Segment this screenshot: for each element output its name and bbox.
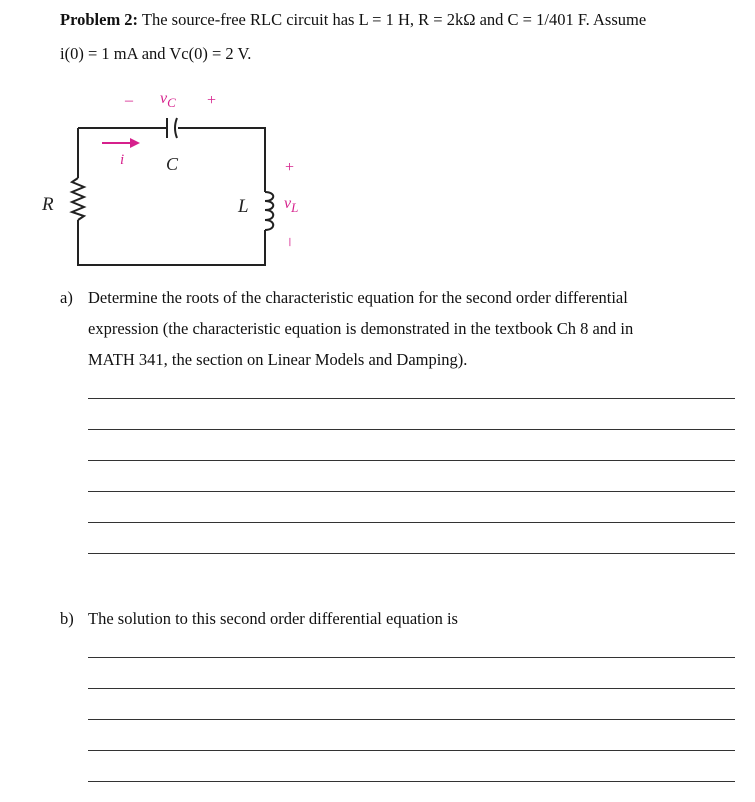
rlc-circuit-diagram (30, 80, 360, 280)
current-arrow (102, 138, 140, 148)
part-b-marker: b) (60, 609, 74, 628)
vl-label (284, 195, 298, 215)
vc-label-sub: C (167, 95, 176, 110)
vl-label-sub: L (291, 200, 299, 215)
answer-line-b-2[interactable] (88, 688, 735, 689)
vl-minus-sign (282, 237, 299, 247)
capacitor-label: C (166, 154, 179, 174)
capacitor-symbol (167, 118, 177, 138)
answer-line-a-6[interactable] (88, 553, 735, 554)
part-a-line-1: Determine the roots of the characteristic equation for the second order differential (88, 288, 628, 307)
answer-line-a-2[interactable] (88, 429, 735, 430)
answer-line-b-4[interactable] (88, 750, 735, 751)
answer-line-a-3[interactable] (88, 460, 735, 461)
resistor-label: R (42, 194, 54, 215)
part-b-line-1: The solution to this second order differential equation is (88, 609, 458, 628)
answer-line-b-5[interactable] (88, 781, 735, 782)
problem-label: Problem 2: (60, 10, 139, 29)
part-a-line-3: MATH 341, the section on Linear Models and Damping). (88, 350, 468, 369)
answer-line-b-1[interactable] (88, 657, 735, 658)
vl-minus-text: – (282, 238, 299, 246)
vl-plus-sign: + (285, 159, 295, 176)
circuit-wire-top-right (178, 128, 265, 192)
problem-text: The source-free RLC circuit has L = 1 H, R = 2kΩ and C = 1/401 F. Assume (141, 10, 647, 29)
vc-plus-sign: + (207, 92, 217, 109)
vc-label (160, 90, 176, 110)
inductor-label: L (238, 196, 249, 217)
circuit-wire-left (78, 128, 265, 265)
part-a-marker: a) (60, 288, 73, 307)
answer-line-a-1[interactable] (88, 398, 735, 399)
problem-statement-line-1 (60, 10, 646, 30)
resistor-symbol (72, 178, 84, 220)
vc-minus-sign: – (125, 92, 133, 109)
vl-label-main: v (284, 195, 292, 212)
answer-line-a-5[interactable] (88, 522, 735, 523)
current-label: i (120, 152, 125, 168)
answer-line-b-3[interactable] (88, 719, 735, 720)
inductor-symbol (265, 192, 273, 230)
vc-label-main: v (160, 90, 168, 107)
answer-line-a-4[interactable] (88, 491, 735, 492)
part-a-line-2: expression (the characteristic equation is demonstrated in the textbook Ch 8 and in (88, 319, 634, 338)
problem-statement-line-2: i(0) = 1 mA and Vc(0) = 2 V. (60, 44, 252, 63)
